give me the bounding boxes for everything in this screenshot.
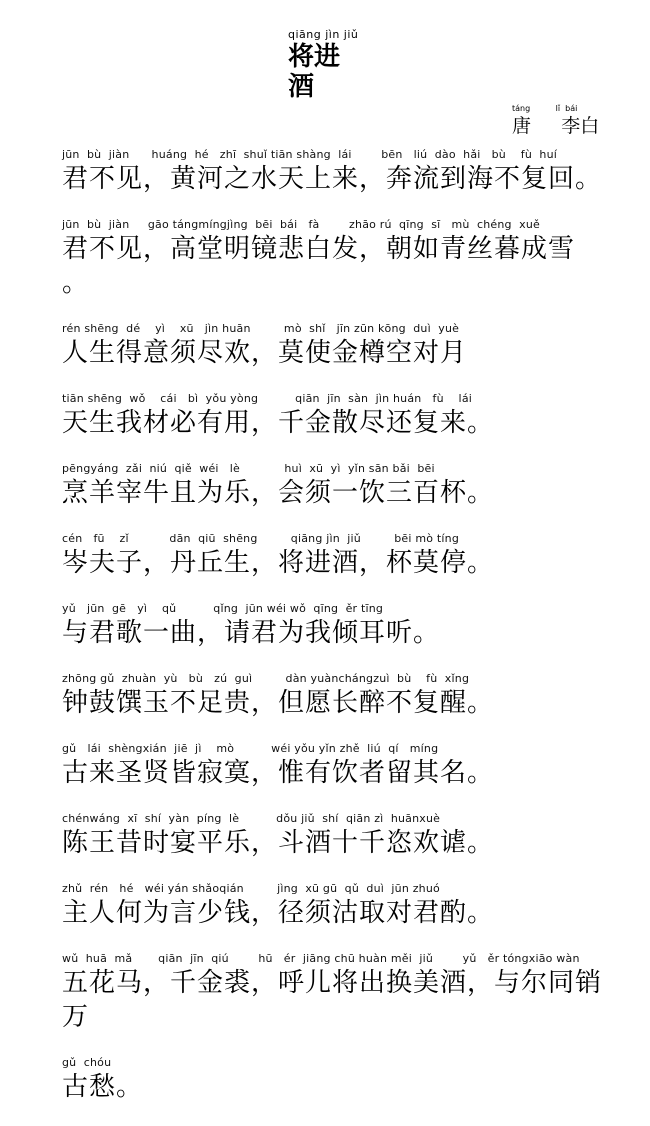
- poem-author: [512, 104, 632, 138]
- verse-pinyin: jūn bù jiàn huáng hé zhī shuǐ tiān shàng lái bēn liú dào hǎi bù fù huí: [62, 148, 557, 161]
- verse-text: 君不见，黄河之水天上来，奔流到海不复回。: [62, 164, 603, 194]
- verse-pinyin: tiān shēng wǒ cái bì yǒu yòng qiān jīn sàn jìn huán fù lái: [62, 392, 473, 405]
- verse-line: [62, 742, 622, 790]
- verse-text: 人生得意须尽欢，莫使金樽空对月: [62, 338, 468, 368]
- verse-line: [62, 322, 622, 370]
- verse-pinyin: yǔ jūn gē yì qǔ qǐng jūn wéi wǒ qīng ěr tīng: [62, 602, 384, 615]
- verse-line: [62, 392, 622, 440]
- verse-text: 古来圣贤皆寂寞，惟有饮者留其名。: [62, 758, 495, 788]
- verse-text: 古愁。: [62, 1072, 144, 1102]
- poem-body: [62, 148, 622, 1126]
- verse-text: 岑夫子，丹丘生，将进酒，杯莫停。: [62, 548, 495, 578]
- verse-line: [62, 812, 622, 860]
- verse-line: [62, 882, 622, 930]
- author-name: 唐 李白: [512, 115, 600, 137]
- title-line-2: 酒: [288, 72, 315, 102]
- verse-pinyin: chénwáng xī shí yàn píng lè dǒu jiǔ shí qiān zì huānxuè: [62, 812, 441, 825]
- verse-pinyin: gǔ chóu: [62, 1056, 112, 1069]
- verse-pinyin: gǔ lái shèngxián jiē jì mò wéi yǒu yǐn zhě liú qí míng: [62, 742, 439, 755]
- verse-line: [62, 952, 622, 1034]
- verse-line: [62, 532, 622, 580]
- verse-text: 君不见，高堂明镜悲白发，朝如青丝暮成雪: [62, 234, 576, 264]
- verse-line: [62, 1056, 622, 1104]
- verse-text: 五花马，千金裘，呼儿将出换美酒，与尔同销: [62, 968, 603, 998]
- author-pinyin: táng lǐ bái: [512, 104, 578, 113]
- verse-pinyin: rén shēng dé yì xū jìn huān mò shǐ jīn zūn kōng duì yuè: [62, 322, 460, 335]
- poem-title: [288, 28, 388, 102]
- verse-line: [62, 148, 622, 196]
- verse-line: [62, 462, 622, 510]
- verse-pinyin: cén fū zǐ dān qiū shēng qiāng jìn jiǔ bēi mò tíng: [62, 532, 460, 545]
- verse-text-continuation: 。: [62, 268, 90, 298]
- title-line-1: 将进: [288, 42, 341, 72]
- verse-text: 陈王昔时宴平乐，斗酒十千恣欢谑。: [62, 828, 495, 858]
- verse-pinyin: zhǔ rén hé wéi yán shǎoqián jìng xū gū qǔ duì jūn zhuó: [62, 882, 440, 895]
- verse-line: [62, 602, 622, 650]
- title-pinyin: qiāng jìn jiǔ: [288, 28, 359, 41]
- verse-text: 天生我材必有用，千金散尽还复来。: [62, 408, 495, 438]
- verse-text: 与君歌一曲，请君为我倾耳听。: [62, 618, 441, 648]
- verse-text: 主人何为言少钱，径须沽取对君酌。: [62, 898, 495, 928]
- verse-line: [62, 218, 622, 300]
- verse-pinyin: pēngyáng zǎi niú qiě wéi lè huì xū yì yǐn sān bǎi bēi: [62, 462, 435, 475]
- verse-text: 烹羊宰牛且为乐，会须一饮三百杯。: [62, 478, 495, 508]
- verse-line: [62, 672, 622, 720]
- verse-pinyin: zhōng gǔ zhuàn yù bù zú guì dàn yuànchángzuì bù fù xǐng: [62, 672, 470, 685]
- verse-text: 钟鼓馔玉不足贵，但愿长醉不复醒。: [62, 688, 495, 718]
- verse-pinyin: wǔ huā mǎ qiān jīn qiú hū ér jiāng chū huàn měi jiǔ yǔ ěr tóngxiāo wàn: [62, 952, 580, 965]
- verse-text-continuation: 万: [62, 1002, 90, 1032]
- verse-pinyin: jūn bù jiàn gāo tángmíngjìng bēi bái fà zhāo rú qīng sī mù chéng xuě: [62, 218, 540, 231]
